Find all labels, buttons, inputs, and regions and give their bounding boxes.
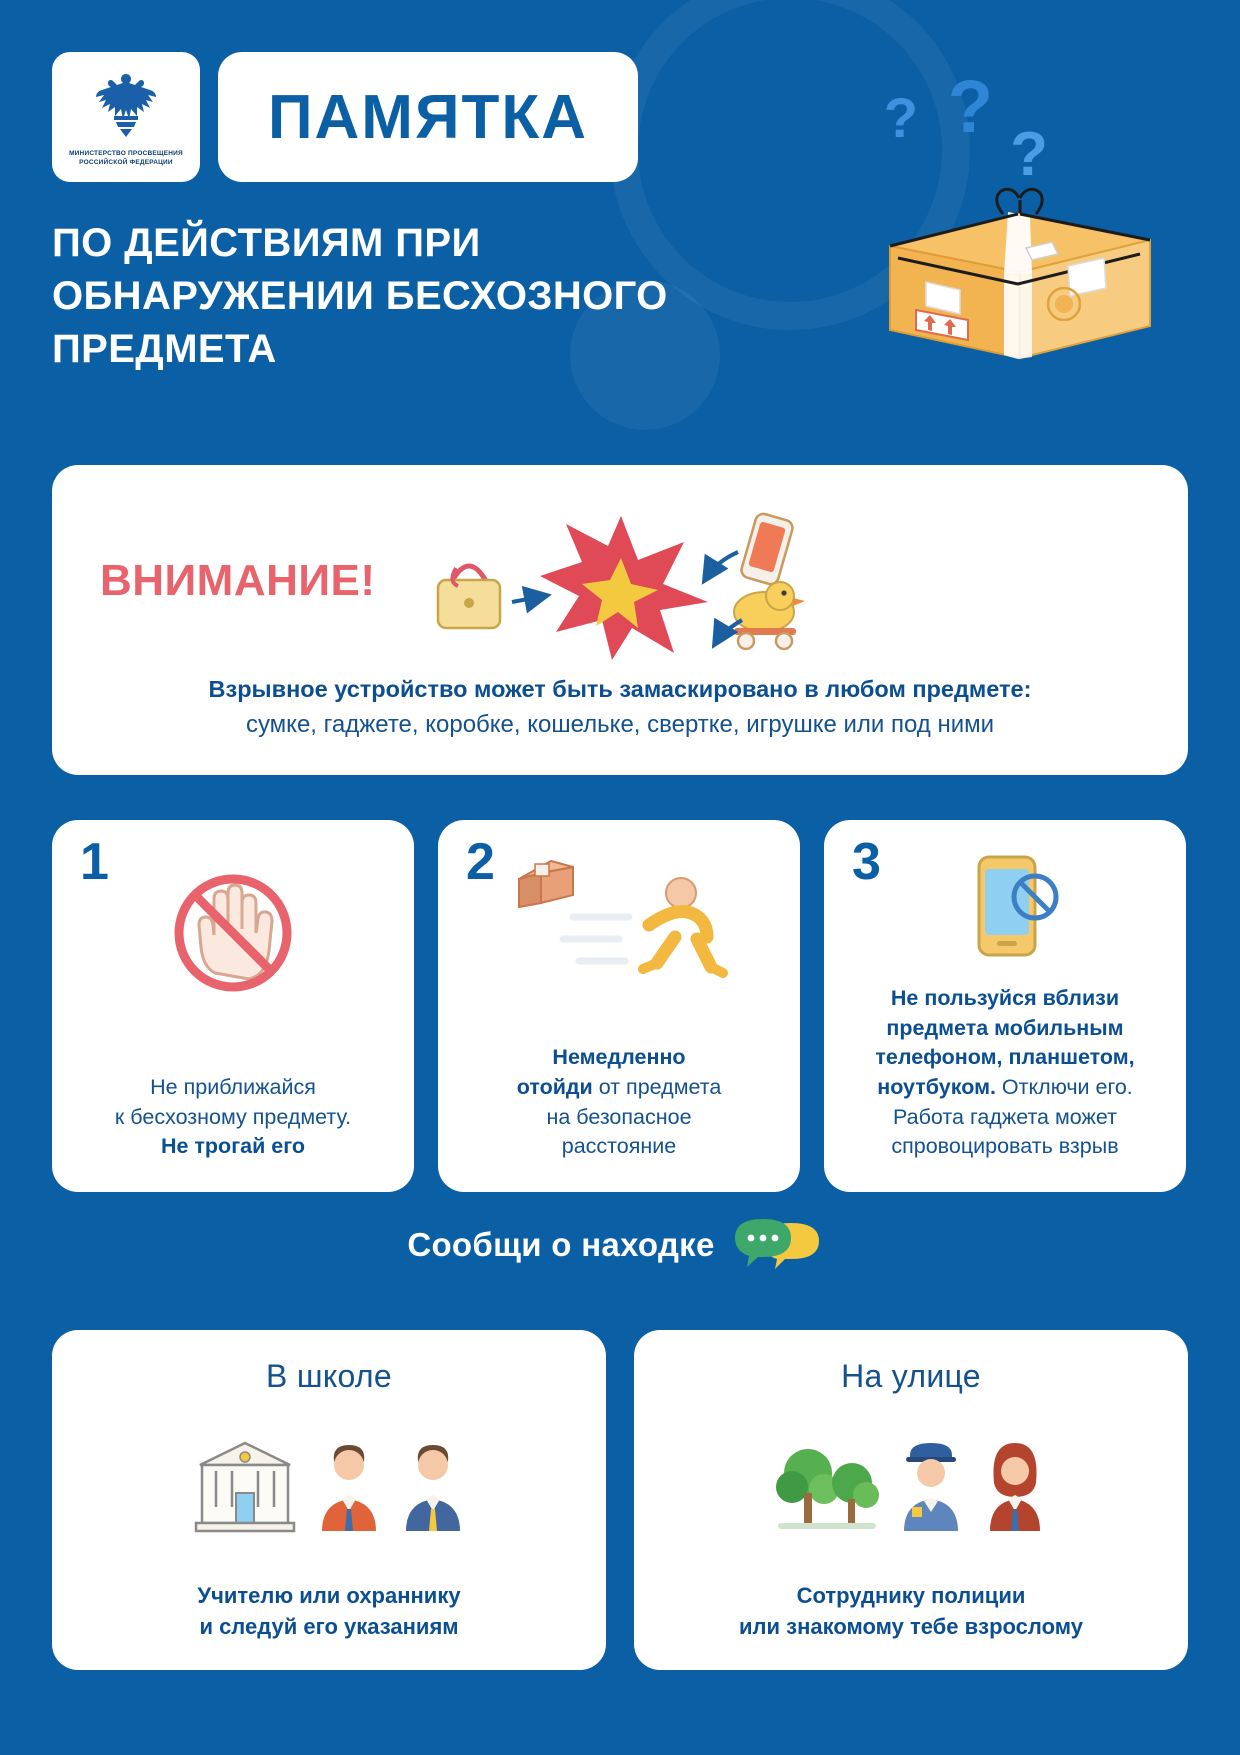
teacher-person-icon	[314, 1437, 384, 1537]
bottom-card-school	[52, 1330, 606, 1670]
page-title: ПАМЯТКА	[267, 82, 589, 152]
step-card-1	[52, 820, 414, 1192]
double-headed-eagle-icon	[80, 66, 172, 146]
step-number-3: 3	[852, 833, 881, 891]
security-guard-person-icon	[398, 1437, 468, 1537]
step-3-plain-3: спровоцировать взрыв	[891, 1134, 1119, 1159]
school-text-line-1: Учителю или охраннику	[197, 1582, 461, 1608]
trees-icon	[772, 1437, 882, 1537]
question-mark-icon-2: ?	[947, 65, 993, 148]
adult-woman-icon	[980, 1437, 1050, 1537]
step-1-line-1: Не приближайся	[150, 1074, 316, 1099]
step-text-1	[74, 1073, 392, 1166]
parcel-box-illustration	[868, 162, 1168, 382]
school-building-icon	[190, 1437, 300, 1537]
attention-line-1: Взрывное устройство может быть замаскировано в любом предмете:	[208, 676, 1032, 702]
attention-card	[52, 465, 1188, 775]
question-mark-icon-3: ?	[1010, 120, 1048, 189]
step-3-plain-2: Работа гаджета может	[893, 1104, 1117, 1129]
ministry-logo-box	[52, 52, 200, 182]
step-number-2: 2	[466, 833, 495, 891]
header	[52, 52, 1188, 372]
speed-lines-icon	[563, 917, 629, 961]
bottom-row	[52, 1330, 1188, 1670]
step-2-plain-1: от предмета	[592, 1074, 722, 1099]
step-3-bold-1: Не пользуйся вблизи	[890, 986, 1120, 1010]
step-3-bold-3: телефоном, планшетом,	[875, 1045, 1135, 1070]
attention-line-2: сумке, гаджете, коробке, кошельке, свертке, игрушке или под ними	[245, 711, 995, 739]
running-person-icon	[643, 878, 723, 973]
street-text-line-2: или знакомому тебе взрослому	[739, 1613, 1083, 1639]
step-2-plain-3: расстояние	[561, 1134, 677, 1159]
step-3-bold-2: предмета мобильным	[886, 1015, 1124, 1040]
step-1-line-3: Не трогай его	[160, 1134, 306, 1159]
do-not-touch-illustration	[74, 850, 392, 1010]
bottom-card-school-title: В школе	[266, 1358, 392, 1394]
step-card-2	[438, 820, 800, 1192]
bottom-card-street	[634, 1330, 1188, 1670]
question-mark-icon-1: ?	[883, 86, 918, 149]
step-3-plain-1: Отключи его.	[995, 1074, 1133, 1099]
handbag-icon	[438, 566, 500, 628]
step-text-3	[846, 984, 1164, 1166]
police-officer-icon	[896, 1437, 966, 1537]
report-banner	[0, 1215, 1240, 1275]
step-card-3	[824, 820, 1186, 1192]
attention-heading: ВНИМАНИЕ!	[100, 555, 376, 605]
bottom-card-street-text	[739, 1580, 1083, 1642]
street-text-line-1: Сотруднику полиции	[796, 1582, 1026, 1608]
run-away-illustration	[460, 850, 778, 1010]
no-phone-illustration	[846, 852, 1164, 970]
step-text-2	[460, 1043, 778, 1166]
attention-card-top	[86, 493, 1154, 668]
step-1-line-2: к бесхозному предмету.	[114, 1104, 352, 1129]
attention-description	[86, 672, 1154, 743]
street-illustration	[772, 1403, 1050, 1572]
phone-icon	[740, 512, 795, 586]
smartphone-icon	[979, 857, 1035, 955]
step-2-bold-1: Немедленно	[552, 1045, 686, 1070]
school-text-line-2: и следуй его указаниям	[199, 1613, 459, 1639]
poster-title-pill	[218, 52, 638, 182]
step-3-bold-4: ноутбуком.	[877, 1074, 996, 1099]
step-number-1: 1	[80, 833, 109, 891]
steps-row	[52, 820, 1188, 1192]
report-label: Сообщи о находке	[407, 1226, 715, 1263]
disguised-bomb-illustration	[416, 498, 1154, 663]
bottom-card-street-title: На улице	[841, 1358, 981, 1394]
step-2-bold-2: отойди	[516, 1074, 593, 1099]
speech-bubbles-icon	[733, 1215, 833, 1275]
poster-subtitle: ПО ДЕЙСТВИЯМ ПРИ ОБНАРУЖЕНИИ БЕСХОЗНОГО ПРЕДМЕТА	[52, 221, 668, 372]
small-box-icon	[519, 861, 573, 907]
school-illustration	[190, 1403, 468, 1572]
step-2-plain-2: на безопасное	[546, 1104, 692, 1129]
ministry-logo-caption: МИНИСТЕРСТВО ПРОСВЕЩЕНИЯ РОССИЙСКОЙ ФЕДЕРАЦИИ	[69, 150, 183, 166]
bottom-card-school-text	[197, 1580, 460, 1642]
duck-toy-icon	[734, 582, 805, 649]
